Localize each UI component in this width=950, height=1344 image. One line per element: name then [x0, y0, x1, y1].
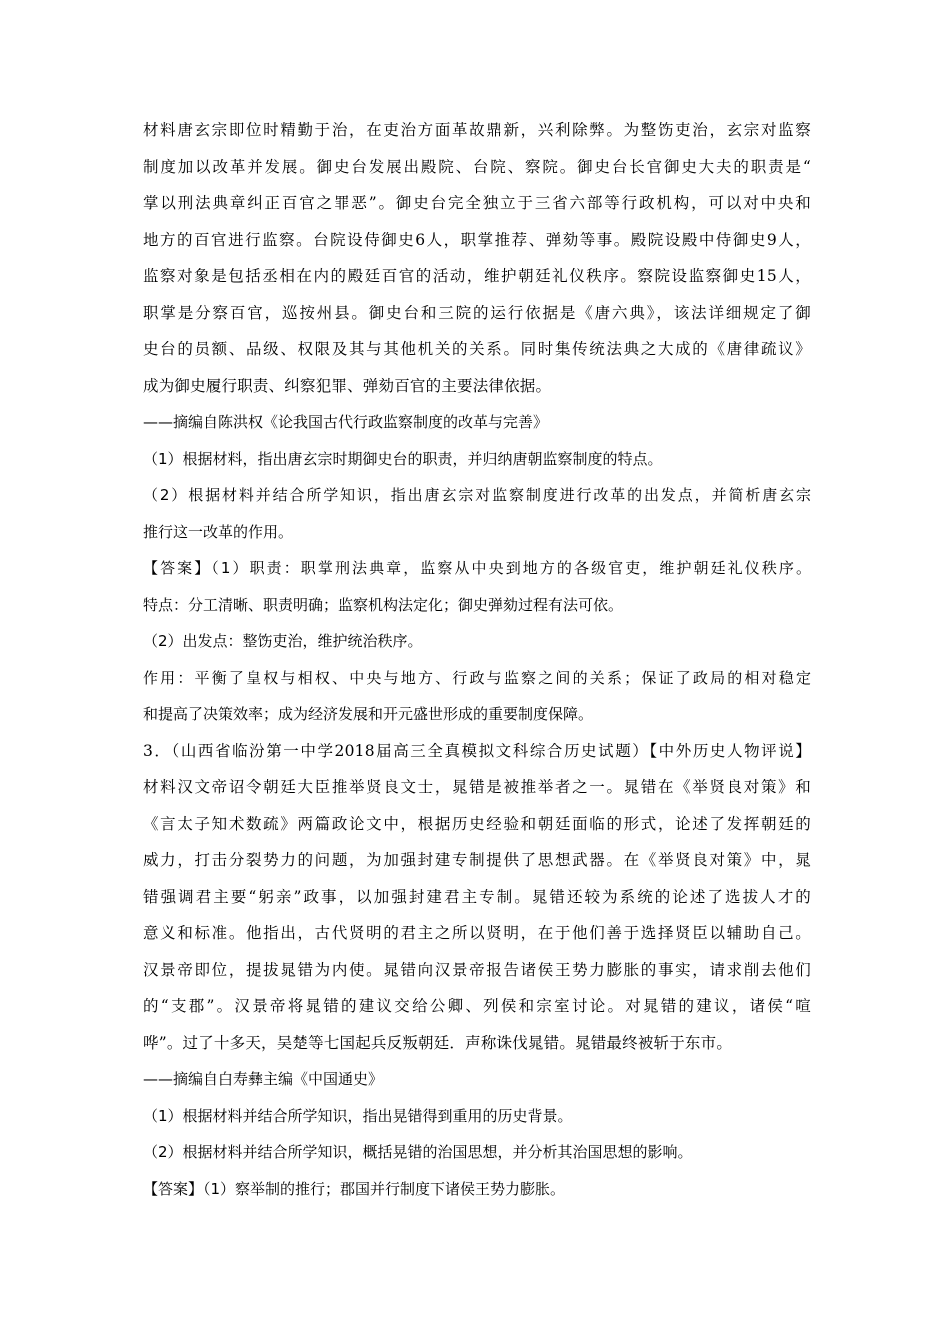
- material-line: 掌以刑法典章纠正百官之罪恶”。御史台完全独立于三省六部等行政机构，可以对中央和: [143, 194, 811, 212]
- answer-line: 【答案】（1）察举制的推行；郡国并行制度下诸侯王势力膨胀。: [143, 1179, 566, 1198]
- material-line: 地方的百官进行监察。台院设侍御史6人，职掌推荐、弹劾等事。殿院设殿中侍御史9人，: [143, 230, 811, 249]
- sub-question-2: （2）根据材料并结合所学知识，指出唐玄宗对监察制度进行改革的出发点，并简析唐玄宗: [143, 486, 811, 504]
- answer-line: 特点：分工清晰、职责明确；监察机构法定化；御史弹劾过程有法可依。: [143, 595, 624, 614]
- answer-line: 【答案】（1）职责：职掌刑法典章，监察从中央到地方的各级官吏，维护朝廷礼仪秩序。: [143, 559, 811, 577]
- answer-line: 和提高了决策效率；成为经济发展和开元盛世形成的重要制度保障。: [143, 705, 594, 723]
- material-line: 材料唐玄宗即位时精勤于治，在吏治方面革故鼎新，兴利除弊。为整饬吏治，玄宗对监察: [143, 121, 811, 139]
- material-source: ——摘编自陈洪权《论我国古代行政监察制度的改革与完善》: [143, 413, 549, 431]
- material-line: 哗”。过了十多天，吴楚等七国起兵反叛朝廷．声称诛伐晁错。晁错最终被斩于东市。: [143, 1033, 733, 1052]
- answer-line: 作用：平衡了皇权与相权、中央与地方、行政与监察之间的关系；保证了政局的相对稳定: [143, 668, 811, 687]
- material-line: 汉景帝即位，提拔晁错为内使。晁错向汉景帝报告诸侯王势力膨胀的事实，请求削去他们: [143, 960, 811, 979]
- material-line: 监察对象是包括丞相在内的殿廷百官的活动，维护朝廷礼仪秩序。察院设监察御史15人，: [143, 267, 811, 285]
- material-line: 史台的员额、品级、权限及其与其他机关的关系。同时集传统法典之大成的《唐律疏议》: [143, 340, 811, 358]
- q3-material-paragraph: [143, 769, 811, 1061]
- material-line: 成为御史履行职责、纠察犯罪、弹劾百官的主要法律依据。: [143, 376, 552, 395]
- answer-line: （2）出发点：整饬吏治，维护统治秩序。: [143, 632, 423, 650]
- material-line: 意义和标准。他指出，古代贤明的君主之所以贤明，在于他们善于选择贤臣以辅助自己。: [143, 924, 811, 942]
- material-line: 材料汉文帝诏令朝廷大臣推举贤良文士，晁错是被推举者之一。晁错在《举贤良对策》和: [143, 778, 811, 796]
- material-line: 的“支郡”。汉景帝将晁错的建议交给公卿、列侯和宗室讨论。对晁错的建议，诸侯“喧: [143, 997, 811, 1015]
- material-source: ——摘编自白寿彝主编《中国通史》: [143, 1070, 384, 1088]
- sub-question-2-continued: 推行这一改革的作用。: [143, 522, 294, 541]
- material-line: 职掌是分察百官，巡按州县。御史台和三院的运行依据是《唐六典》，该法详细规定了御: [143, 303, 811, 322]
- material-line: 威力，打击分裂势力的问题，为加强封建专制提供了思想武器。在《举贤良对策》中，晁: [143, 851, 811, 869]
- document-page: [143, 112, 811, 1207]
- sub-question-1: （1）根据材料并结合所学知识，指出晃错得到重用的历史背景。: [143, 1106, 573, 1125]
- question-3-header: 3．（山西省临汾第一中学2018届高三全真模拟文科综合历史试题）【中外历史人物评说】: [143, 741, 811, 760]
- material-line: 错强调君主要“躬亲”政事，以加强封建君主专制。晁错还较为系统的论述了选拔人才的: [143, 887, 811, 906]
- material-line: 制度加以改革并发展。御史台发展出殿院、台院、察院。御史台长官御史大夫的职责是“: [143, 157, 811, 176]
- q2-material-paragraph: [143, 112, 811, 404]
- sub-question-1: （1）根据材料，指出唐玄宗时期御史台的职责，并归纳唐朝监察制度的特点。: [143, 449, 663, 468]
- material-line: 《言太子知术数疏》两篇政论文中，根据历史经验和朝廷面临的形式，论述了发挥朝廷的: [143, 814, 811, 833]
- sub-question-2: （2）根据材料并结合所学知识，概括晃错的治国思想，并分析其治国思想的影响。: [143, 1143, 693, 1161]
